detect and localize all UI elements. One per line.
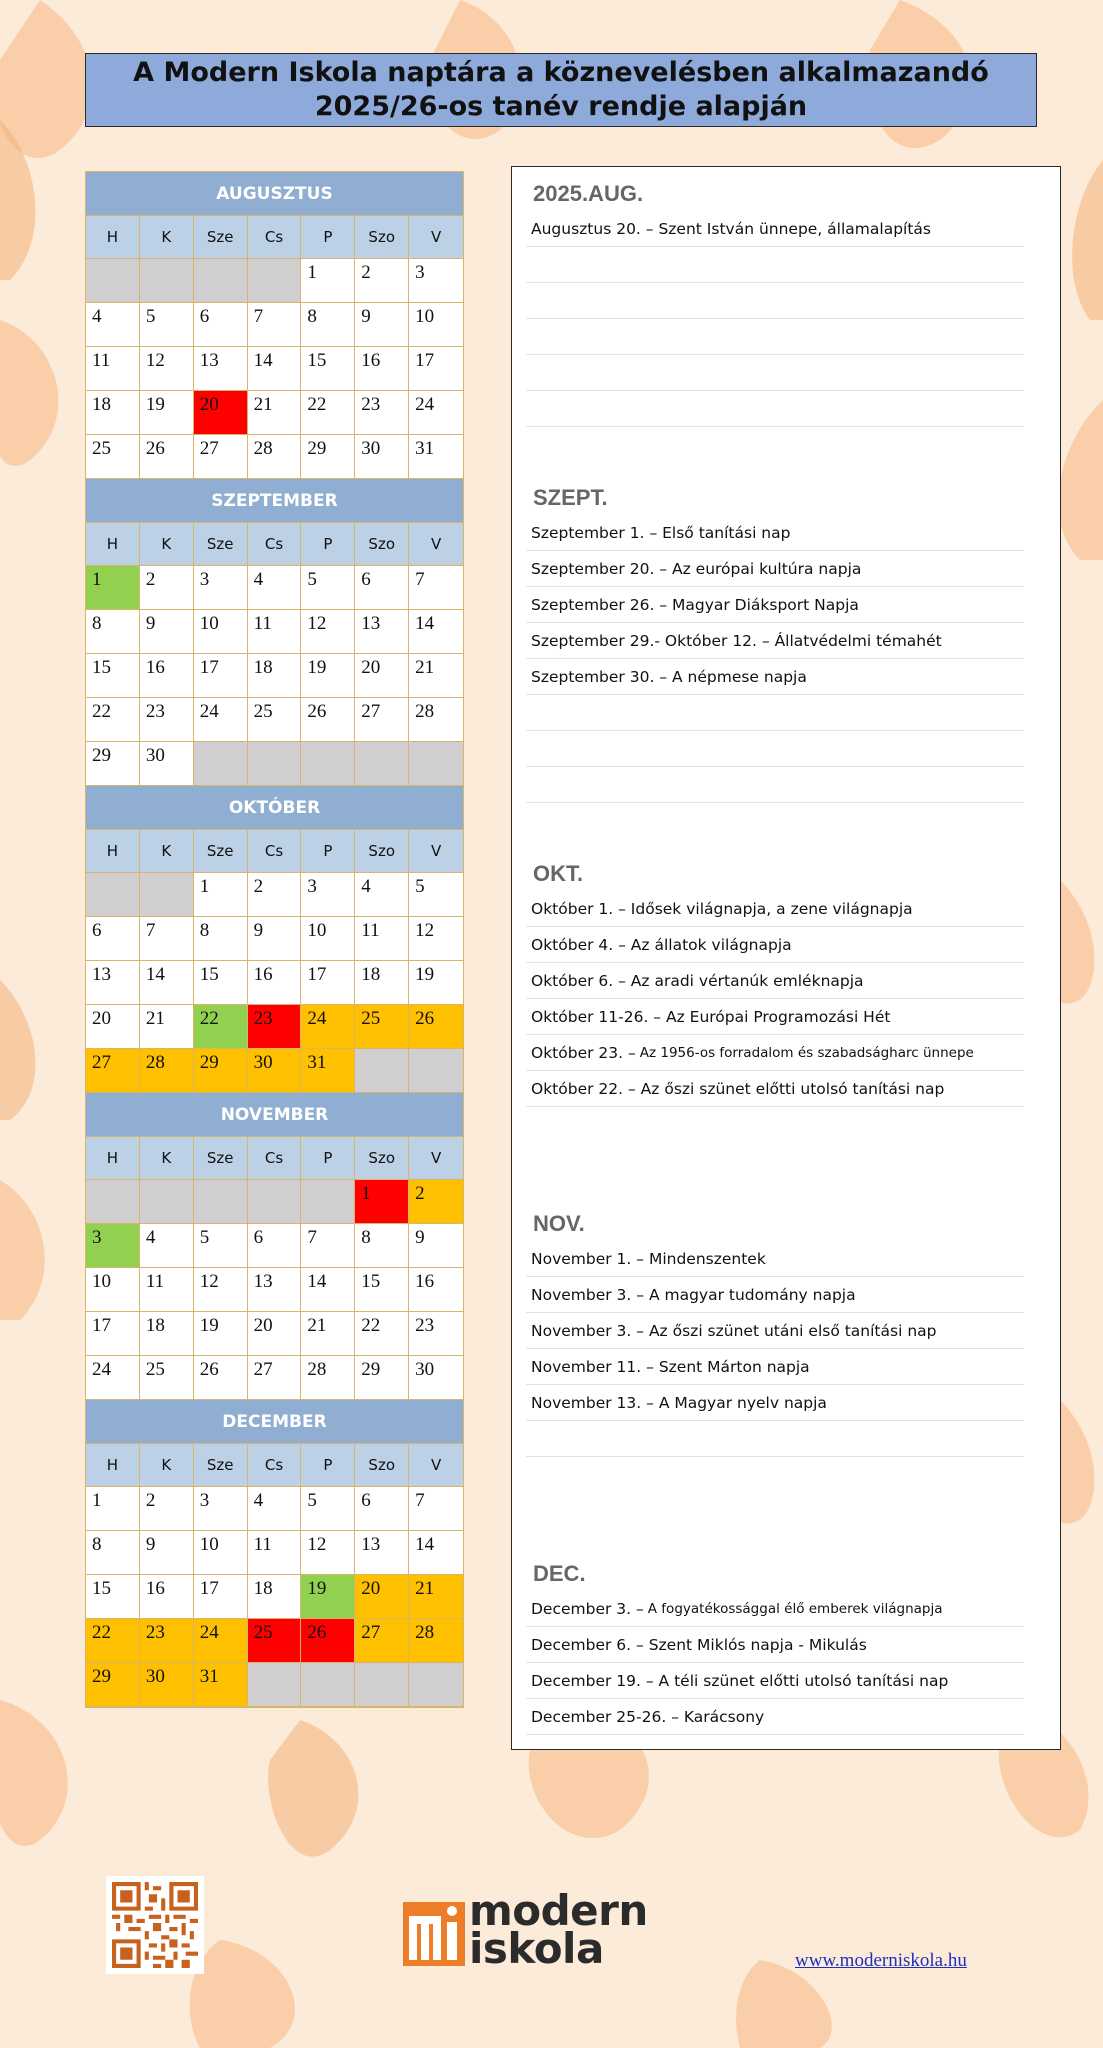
empty-day-cell [248,1663,302,1707]
empty-day-cell [248,742,302,786]
page-title-line-1: A Modern Iskola naptára a köznevelésben alkalmazandó [133,57,989,88]
day-cell: 16 [409,1268,463,1312]
weekday-header: V [409,1137,463,1180]
event-item: November 1. – Mindenszentek [526,1241,1024,1277]
day-cell: 23 [409,1312,463,1356]
calendar-table [85,171,464,1708]
weekday-header: K [140,1137,194,1180]
day-cell: 23 [248,1005,302,1049]
modern-iskola-logo [403,1886,673,1973]
event-blank-line [526,283,1024,319]
events-title-dec: DEC. [533,1561,586,1586]
day-cell: 1 [86,1487,140,1531]
day-cell: 24 [301,1005,355,1049]
weekday-header: Sze [194,1137,248,1180]
empty-day-cell [194,1180,248,1224]
events-section-nov [512,1207,1060,1457]
day-cell: 14 [140,961,194,1005]
day-cell: 2 [355,259,409,303]
day-cell: 12 [301,610,355,654]
weekday-header: Szo [355,1444,409,1487]
day-cell: 3 [301,873,355,917]
empty-day-cell [140,873,194,917]
day-cell: 3 [86,1224,140,1268]
weekday-header: K [140,830,194,873]
day-cell: 26 [409,1005,463,1049]
month-grid [86,830,463,1093]
day-cell: 29 [194,1049,248,1093]
weekday-header: P [301,830,355,873]
day-cell: 31 [194,1663,248,1707]
day-cell: 11 [355,917,409,961]
day-cell: 9 [248,917,302,961]
day-cell: 2 [140,1487,194,1531]
day-cell: 3 [194,1487,248,1531]
day-cell: 23 [355,391,409,435]
day-cell: 7 [248,303,302,347]
day-cell: 4 [140,1224,194,1268]
event-blank-line [526,731,1024,767]
empty-day-cell [86,873,140,917]
logo-line-1: modern [469,1886,648,1935]
weekday-header: Sze [194,830,248,873]
weekday-header: Szo [355,830,409,873]
day-cell: 28 [301,1356,355,1400]
empty-day-cell [86,1180,140,1224]
event-item: December 6. – Szent Miklós napja - Mikulás [526,1627,1024,1663]
event-item-dec3 [526,1591,1024,1627]
event-item: Szeptember 26. – Magyar Diáksport Napja [526,587,1024,623]
day-cell: 22 [86,1619,140,1663]
day-cell: 13 [86,961,140,1005]
day-cell: 3 [194,566,248,610]
day-cell: 11 [86,347,140,391]
weekday-header: Szo [355,216,409,259]
day-cell: 7 [409,1487,463,1531]
day-cell: 8 [355,1224,409,1268]
event-item: December 25-26. – Karácsony [526,1699,1024,1735]
empty-day-cell [301,1180,355,1224]
event-blank-line [526,1421,1024,1457]
day-cell: 11 [140,1268,194,1312]
empty-day-cell [409,1049,463,1093]
events-section-oct [512,857,1060,1107]
day-cell: 11 [248,1531,302,1575]
weekday-header: Cs [248,1444,302,1487]
month-header: SZEPTEMBER [86,479,463,523]
day-cell: 2 [248,873,302,917]
day-cell: 13 [194,347,248,391]
day-cell: 28 [140,1049,194,1093]
day-cell: 21 [409,1575,463,1619]
day-cell: 15 [194,961,248,1005]
month-grid [86,523,463,786]
day-cell: 24 [409,391,463,435]
day-cell: 1 [86,566,140,610]
day-cell: 9 [409,1224,463,1268]
day-cell: 4 [86,303,140,347]
day-cell: 21 [409,654,463,698]
empty-day-cell [355,742,409,786]
day-cell: 24 [194,1619,248,1663]
day-cell: 21 [301,1312,355,1356]
day-cell: 20 [355,654,409,698]
day-cell: 18 [140,1312,194,1356]
day-cell: 7 [409,566,463,610]
weekday-header: Cs [248,1137,302,1180]
month-grid [86,1444,463,1707]
weekday-header: Szo [355,523,409,566]
day-cell: 5 [194,1224,248,1268]
weekday-header: H [86,1444,140,1487]
day-cell: 9 [140,1531,194,1575]
day-cell: 6 [355,566,409,610]
day-cell: 20 [355,1575,409,1619]
day-cell: 18 [355,961,409,1005]
empty-day-cell [301,1663,355,1707]
event-item: Szeptember 1. – Első tanítási nap [526,515,1024,551]
day-cell: 17 [86,1312,140,1356]
day-cell: 7 [301,1224,355,1268]
day-cell: 27 [355,698,409,742]
event-item: Szeptember 30. – A népmese napja [526,659,1024,695]
day-cell: 30 [140,742,194,786]
day-cell: 13 [355,610,409,654]
weekday-header: Cs [248,523,302,566]
event-blank-line [526,695,1024,731]
page-title-box [85,53,1037,127]
day-cell: 5 [409,873,463,917]
day-cell: 27 [355,1619,409,1663]
events-title-sep: SZEPT. [533,485,608,510]
day-cell: 28 [409,698,463,742]
empty-day-cell [140,259,194,303]
day-cell: 18 [248,654,302,698]
day-cell: 22 [86,698,140,742]
weekday-header: H [86,1137,140,1180]
weekday-header: P [301,1444,355,1487]
day-cell: 17 [301,961,355,1005]
day-cell: 20 [194,391,248,435]
day-cell: 6 [248,1224,302,1268]
logo-wordmark [469,1886,648,1973]
day-cell: 6 [86,917,140,961]
event-item: Október 11-26. – Az Európai Programozási Hét [526,999,1024,1035]
day-cell: 22 [355,1312,409,1356]
event-item: December 19. – A téli szünet előtti utolsó tanítási nap [526,1663,1024,1699]
weekday-header: Cs [248,830,302,873]
day-cell: 30 [140,1663,194,1707]
month-grid [86,216,463,479]
empty-day-cell [194,742,248,786]
weekday-header: P [301,523,355,566]
event-item-oct23 [526,1035,1024,1071]
weekday-header: Sze [194,1444,248,1487]
day-cell: 15 [301,347,355,391]
day-cell: 27 [248,1356,302,1400]
weekday-header: H [86,830,140,873]
day-cell: 10 [301,917,355,961]
event-item: Szeptember 20. – Az európai kultúra napja [526,551,1024,587]
day-cell: 9 [140,610,194,654]
day-cell: 7 [140,917,194,961]
event-item: Október 22. – Az őszi szünet előtti utolsó tanítási nap [526,1071,1024,1107]
day-cell: 14 [409,610,463,654]
day-cell: 16 [140,654,194,698]
qr-code-icon [112,1882,198,1968]
day-cell: 3 [409,259,463,303]
day-cell: 16 [140,1575,194,1619]
day-cell: 20 [248,1312,302,1356]
empty-day-cell [355,1049,409,1093]
day-cell: 30 [355,435,409,479]
day-cell: 29 [355,1356,409,1400]
event-item: November 3. – Az őszi szünet utáni első tanítási nap [526,1313,1024,1349]
events-section-dec [512,1557,1060,1735]
day-cell: 15 [86,1575,140,1619]
day-cell: 16 [248,961,302,1005]
day-cell: 27 [194,435,248,479]
logo-mark-icon [403,1902,465,1966]
day-cell: 20 [86,1005,140,1049]
day-cell: 2 [140,566,194,610]
weekday-header: V [409,1444,463,1487]
day-cell: 9 [355,303,409,347]
event-blank-line [526,355,1024,391]
events-panel [511,166,1061,1750]
day-cell: 25 [140,1356,194,1400]
day-cell: 19 [194,1312,248,1356]
weekday-header: V [409,216,463,259]
day-cell: 18 [248,1575,302,1619]
day-cell: 1 [194,873,248,917]
empty-day-cell [301,742,355,786]
day-cell: 19 [409,961,463,1005]
day-cell: 13 [248,1268,302,1312]
day-cell: 13 [355,1531,409,1575]
day-cell: 14 [409,1531,463,1575]
day-cell: 25 [248,698,302,742]
day-cell: 25 [355,1005,409,1049]
weekday-header: P [301,1137,355,1180]
day-cell: 11 [248,610,302,654]
weekday-header: H [86,216,140,259]
day-cell: 10 [194,1531,248,1575]
weekday-header: K [140,523,194,566]
weekday-header: P [301,216,355,259]
day-cell: 14 [248,347,302,391]
day-cell: 31 [301,1049,355,1093]
day-cell: 1 [301,259,355,303]
event-blank-line [526,247,1024,283]
logo-line-2: iskola [469,1924,604,1973]
event-item-suffix: Az 1956-os forradalom és szabadságharc ünnepe [639,1044,974,1061]
day-cell: 21 [140,1005,194,1049]
day-cell: 19 [301,1575,355,1619]
day-cell: 22 [301,391,355,435]
day-cell: 23 [140,698,194,742]
event-item: Október 1. – Idősek világnapja, a zene világnapja [526,891,1024,927]
weekday-header: K [140,1444,194,1487]
month-header: AUGUSZTUS [86,172,463,216]
day-cell: 24 [86,1356,140,1400]
day-cell: 12 [409,917,463,961]
day-cell: 26 [194,1356,248,1400]
empty-day-cell [409,742,463,786]
month-header: OKTÓBER [86,786,463,830]
day-cell: 5 [301,1487,355,1531]
day-cell: 5 [301,566,355,610]
event-item-prefix: Október 23. – [531,1043,636,1062]
event-item: November 11. – Szent Márton napja [526,1349,1024,1385]
day-cell: 2 [409,1180,463,1224]
event-item: Szeptember 29.- Október 12. – Állatvédelmi témahét [526,623,1024,659]
empty-day-cell [248,259,302,303]
day-cell: 29 [301,435,355,479]
day-cell: 25 [248,1619,302,1663]
day-cell: 17 [409,347,463,391]
day-cell: 25 [86,435,140,479]
day-cell: 28 [409,1619,463,1663]
day-cell: 6 [194,303,248,347]
weekday-header: Sze [194,523,248,566]
day-cell: 15 [86,654,140,698]
weekday-header: V [409,830,463,873]
day-cell: 22 [194,1005,248,1049]
events-section-sep [512,481,1060,803]
month-grid [86,1137,463,1400]
day-cell: 26 [140,435,194,479]
day-cell: 28 [248,435,302,479]
day-cell: 1 [355,1180,409,1224]
day-cell: 12 [140,347,194,391]
day-cell: 29 [86,742,140,786]
day-cell: 15 [355,1268,409,1312]
day-cell: 16 [355,347,409,391]
qr-code[interactable] [106,1876,204,1974]
day-cell: 4 [248,1487,302,1531]
day-cell: 30 [248,1049,302,1093]
events-title-oct: OKT. [533,861,584,886]
weekday-header: H [86,523,140,566]
event-item: Augusztus 20. – Szent István ünnepe, államalapítás [526,211,1024,247]
day-cell: 4 [248,566,302,610]
day-cell: 10 [194,610,248,654]
day-cell: 6 [355,1487,409,1531]
empty-day-cell [194,259,248,303]
event-item: Október 4. – Az állatok világnapja [526,927,1024,963]
day-cell: 18 [86,391,140,435]
day-cell: 8 [86,1531,140,1575]
day-cell: 5 [140,303,194,347]
day-cell: 19 [301,654,355,698]
day-cell: 30 [409,1356,463,1400]
empty-day-cell [140,1180,194,1224]
day-cell: 10 [86,1268,140,1312]
day-cell: 4 [355,873,409,917]
day-cell: 8 [301,303,355,347]
day-cell: 8 [194,917,248,961]
day-cell: 27 [86,1049,140,1093]
month-header: NOVEMBER [86,1093,463,1137]
day-cell: 29 [86,1663,140,1707]
weekday-header: Cs [248,216,302,259]
event-blank-line [526,319,1024,355]
day-cell: 14 [301,1268,355,1312]
weekday-header: Sze [194,216,248,259]
empty-day-cell [86,259,140,303]
weekday-header: V [409,523,463,566]
day-cell: 12 [194,1268,248,1312]
empty-day-cell [355,1663,409,1707]
empty-day-cell [248,1180,302,1224]
day-cell: 19 [140,391,194,435]
page-title-line-2: 2025/26-os tanév rendje alapján [314,91,808,122]
event-blank-line [526,391,1024,427]
day-cell: 21 [248,391,302,435]
events-title-nov: NOV. [533,1211,585,1236]
event-item-prefix: December 3. – [531,1599,644,1618]
empty-day-cell [409,1663,463,1707]
day-cell: 26 [301,1619,355,1663]
events-title-aug: 2025.AUG. [533,181,644,206]
day-cell: 17 [194,1575,248,1619]
month-header: DECEMBER [86,1400,463,1444]
day-cell: 23 [140,1619,194,1663]
day-cell: 24 [194,698,248,742]
event-blank-line [526,767,1024,803]
event-item: Október 6. – Az aradi vértanúk emléknapja [526,963,1024,999]
event-item-suffix: A fogyatékossággal élő emberek világnapja [647,1600,943,1617]
weekday-header: K [140,216,194,259]
day-cell: 17 [194,654,248,698]
day-cell: 12 [301,1531,355,1575]
day-cell: 8 [86,610,140,654]
events-section-aug [512,177,1060,427]
website-link[interactable]: www.moderniskola.hu [795,1950,967,1971]
day-cell: 31 [409,435,463,479]
event-item: November 3. – A magyar tudomány napja [526,1277,1024,1313]
day-cell: 10 [409,303,463,347]
day-cell: 26 [301,698,355,742]
weekday-header: Szo [355,1137,409,1180]
event-item: November 13. – A Magyar nyelv napja [526,1385,1024,1421]
